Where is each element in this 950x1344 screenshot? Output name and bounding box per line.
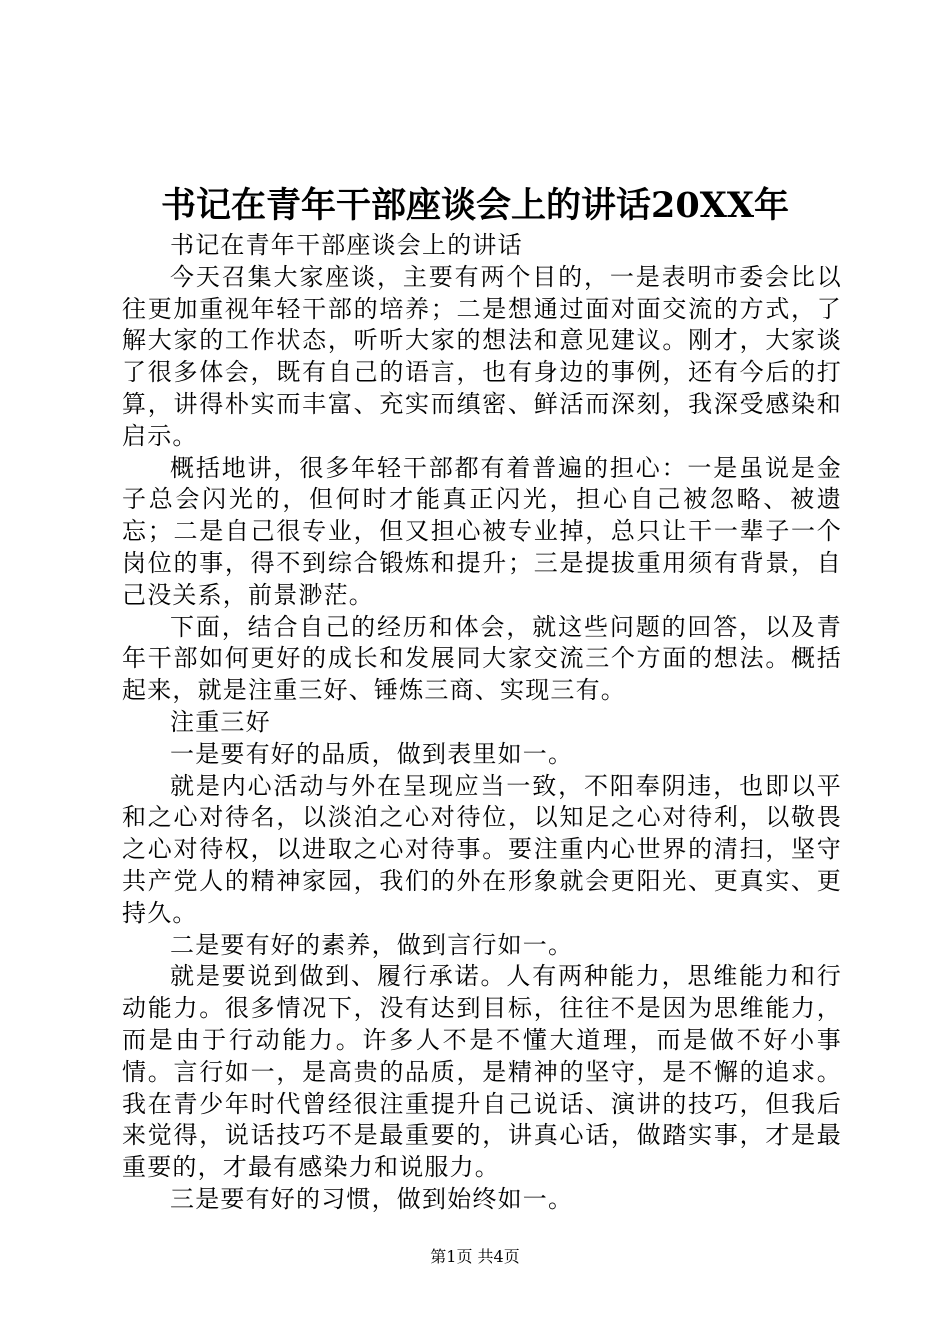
paragraph: 一是要有好的品质，做到表里如一。 [170,739,574,768]
paragraph: 书记在青年干部座谈会上的讲话 [170,231,523,259]
paragraph: 二是要有好的素养，做到言行如一。 [170,930,574,959]
paragraph: 三是要有好的习惯，做到始终如一。 [170,1184,574,1213]
document-body [122,230,842,1216]
document-title: 书记在青年干部座谈会上的讲话20XX年 [160,185,790,226]
paragraph: 概括地讲，很多年轻干部都有着普遍的担心：一是虽说是金子总会闪光的，但何时才能真正闪光，担心自己被忽略、被遗忘；二是自己很专业，但又担心被专业掉，总只让干一辈子一个岗位的事，得不到综合锻炼和提升；三是提拔重用须有背景，自己没关系，前景渺茫。 [122,453,842,609]
section-heading: 注重三好 [170,707,271,736]
page-footer: 第1页 共4页 [430,1247,520,1266]
paragraph: 就是要说到做到、履行承诺。人有两种能力，思维能力和行动能力。很多情况下，没有达到目标，往往不是因为思维能力，而是由于行动能力。许多人不是不懂大道理，而是做不好小事情。言行如一，是高贵的品质，是精神的坚守，是不懈的追求。我在青少年时代曾经很注重提升自己说话、演讲的技巧，但我后来觉得，说话技巧不是最重要的，讲真心话，做踏实事，才是最重要的，才最有感染力和说服力。 [122,962,842,1182]
paragraph: 就是内心活动与外在呈现应当一致，不阳奉阴违，也即以平和之心对待名，以淡泊之心对待位，以知足之心对待利，以敬畏之心对待权，以进取之心对待事。要注重内心世界的清扫，坚守共产党人的精神家园，我们的外在形象就会更阳光、更真实、更持久。 [122,771,842,927]
paragraph: 下面，结合自己的经历和体会，就这些问题的回答，以及青年干部如何更好的成长和发展同大家交流三个方面的想法。概括起来，就是注重三好、锤炼三商、实现三有。 [122,612,842,705]
paragraph: 今天召集大家座谈，主要有两个目的，一是表明市委会比以往更加重视年轻干部的培养；二是想通过面对面交流的方式，了解大家的工作状态，听听大家的想法和意见建议。刚才，大家谈了很多体会，既有自己的语言，也有身边的事例，还有今后的打算，讲得朴实而丰富、充实而缜密、鲜活而深刻，我深受感染和启示。 [122,262,842,450]
